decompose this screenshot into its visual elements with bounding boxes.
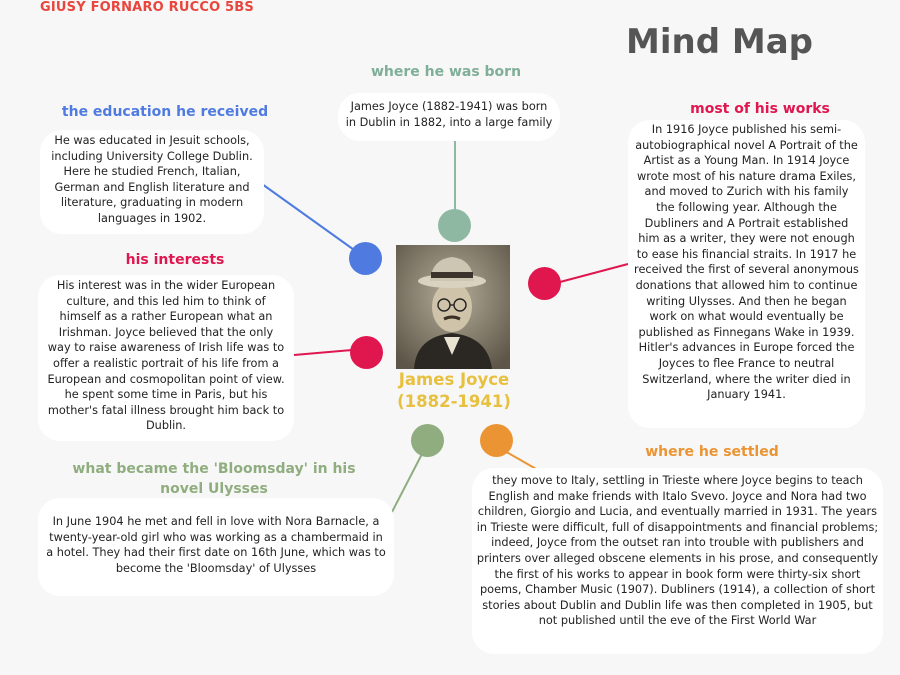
portrait-photo-icon: [396, 245, 510, 369]
center-name: James Joyce: [398, 370, 510, 389]
author-name: GIUSY FORNARO RUCCO 5BS: [40, 0, 254, 15]
heading-settled: where he settled: [645, 444, 779, 460]
box-education: He was educated in Jesuit schools, including University College Dublin. Here he studied French, Italian, German and English literature and literature, graduating in modern languages in 1902.: [40, 130, 264, 234]
connector-interests: [294, 350, 352, 355]
connector-education: [262, 184, 357, 252]
center-title: [380, 369, 528, 413]
node-dot-works: [528, 267, 561, 300]
box-bloomsday: In June 1904 he met and fell in love with Nora Barnacle, a twenty-year-old girl who was working as a chambermaid in a hotel. They had their first date on 16th June, which was to become the 'Bloomsday' of Ulysses: [38, 498, 394, 596]
connector-works: [560, 264, 628, 282]
center-years: (1882-1941): [397, 392, 511, 411]
portrait-image: [396, 245, 510, 369]
node-dot-interests: [350, 336, 383, 369]
heading-works: most of his works: [690, 101, 830, 117]
box-born: James Joyce (1882-1941) was born in Dublin in 1882, into a large family: [338, 93, 560, 141]
heading-born: where he was born: [370, 64, 522, 80]
heading-bloomsday: what became the 'Bloomsday' in his novel Ulysses: [72, 461, 356, 497]
box-settled: they move to Italy, settling in Trieste where Joyce begins to teach English and make friends with Italo Svevo. Joyce and Nora had two children, Giorgio and Lucia, and eventually married in 1931. The years in Trieste were difficult, full of disappointments and financial problems; indeed, Joyce from the outset ran into trouble with publishers and printers over alleged obscene elements in his prose, and consequently the first of his works to appear in book form were thirty-six short poems, Chamber Music (1907). Dubliners (1914), a collection of short stories about Dublin and Dublin life was then completed in 1905, but not published until the eve of the First World War: [472, 468, 883, 654]
heading-interests: his interests: [125, 252, 225, 268]
page-title: Mind Map: [626, 22, 813, 62]
node-dot-settled: [480, 424, 513, 457]
heading-education: the education he received: [61, 104, 269, 120]
box-works: In 1916 Joyce published his semi-autobiographical novel A Portrait of the Artist as a Young Man. In 1914 Joyce wrote most of his nature drama Exiles, and moved to Zurich with his family the following year. Although the Dubliners and A Portrait established him as a writer, they were not enough to ease his financial straits. In 1917 he received the first of several anonymous donations that allowed him to continue writing Ulysses. And then he began work on what would eventually be published as Finnegans Wake in 1939. Hitler's advances in Europe forced the Joyces to flee France to neutral Switzerland, where the writer died in January 1941.: [628, 120, 865, 428]
box-interests: His interest was in the wider European culture, and this led him to think of himself as a rather European what an Irishman. Joyce believed that the only way to raise awareness of Irish life was to offer a realistic portrait of his life from a European and cosmopolitan point of view. he spent some time in Paris, but his mother's fatal illness brought him back to Dublin.: [38, 275, 294, 441]
connector-bloomsday: [392, 452, 423, 512]
node-dot-bloomsday: [411, 424, 444, 457]
node-dot-education: [349, 242, 382, 275]
node-dot-born: [438, 209, 471, 242]
connector-settled: [503, 450, 538, 470]
